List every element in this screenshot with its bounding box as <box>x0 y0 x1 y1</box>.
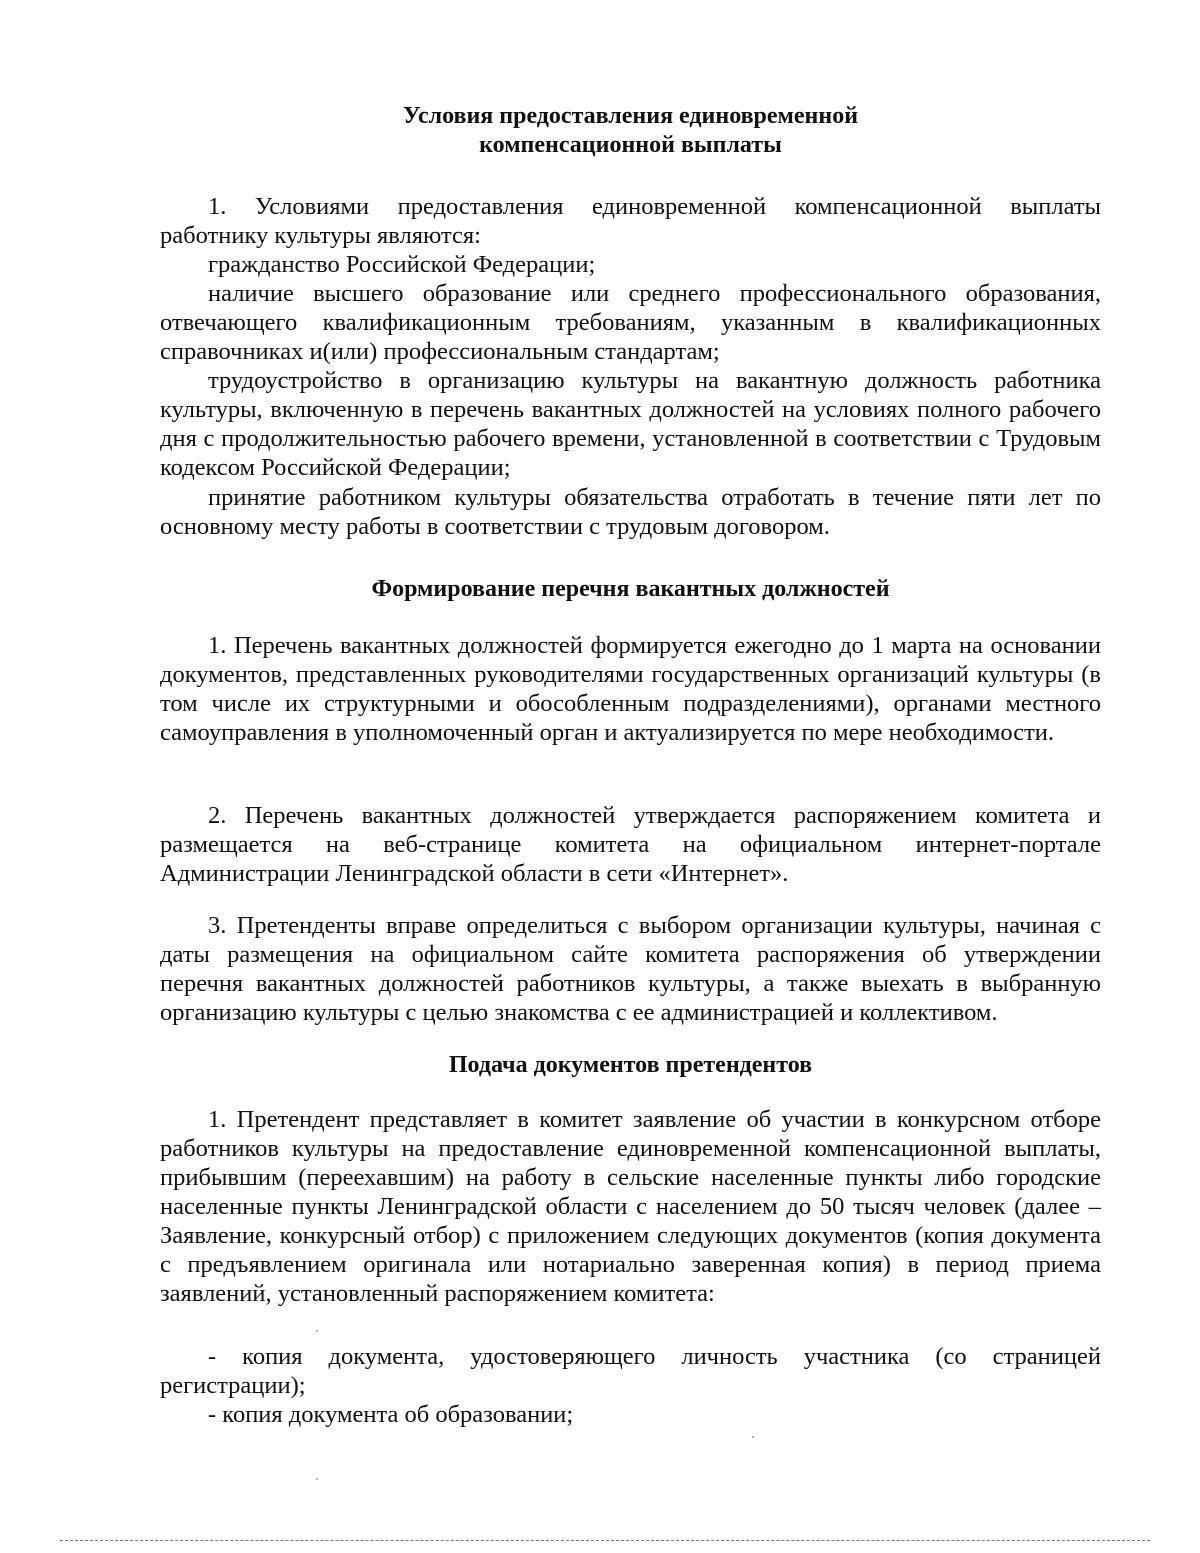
section2-paragraph-1: 1. Перечень вакантных должностей формируется ежегодно до 1 марта на основании документов, представленных руководителями государственных организаций культуры (в том числе их структурными и обособленным подразделениями), органами местного самоуправления в уполномоченный орган и актуализируется по мере необходимости. <box>160 632 1101 746</box>
section1-paragraph-4: трудоустройство в организацию культуры на вакантную должность работника культуры, включенную в перечень вакантных должностей на условиях полного рабочего дня с продолжительностью рабочего времени, установленной в соответствии с Трудовым кодексом Российской Федерации; <box>160 367 1101 481</box>
section1-paragraph-1: 1. Условиями предоставления единовременной компенсационной выплаты работнику культуры являются: <box>160 193 1101 249</box>
section1-paragraph-3: наличие высшего образование или среднего профессионального образования, отвечающего квалификационным требованиям, указанным в квалификационных справочниках и(или) профессиональным стандартам; <box>160 280 1101 365</box>
scan-speck <box>316 1330 318 1332</box>
section1-paragraph-2: гражданство Российской Федерации; <box>208 251 596 278</box>
section2-paragraph-2: 2. Перечень вакантных должностей утверждается распоряжением комитета и размещается на веб-странице комитета на официальном интернет-портале Администрации Ленинградской области в сети «Интернет». <box>160 802 1101 887</box>
section1-heading-line2: компенсационной выплаты <box>479 132 782 158</box>
section1-heading-line1: Условия предоставления единовременной <box>402 103 859 129</box>
section3-heading: Подача документов претендентов <box>448 1052 813 1078</box>
section3-paragraph-3: - копия документа об образовании; <box>208 1401 574 1428</box>
page-bottom-edge-line <box>60 1540 1150 1541</box>
scan-speck <box>752 1436 754 1438</box>
section2-paragraph-3: 3. Претенденты вправе определиться с выбором организации культуры, начиная с даты размещения на официальном сайте комитета распоряжения об утверждении перечня вакантных должностей работников культуры, а также выехать в выбранную организацию культуры с целью знакомства с ее администрацией и коллективом. <box>160 912 1101 1026</box>
section1-paragraph-5: принятие работником культуры обязательства отработать в течение пяти лет по основному месту работы в соответствии с трудовым договором. <box>160 484 1101 540</box>
section3-paragraph-1: 1. Претендент представляет в комитет заявление об участии в конкурсном отборе работников культуры на предоставление единовременной компенсационной выплаты, прибывшим (переехавшим) на работу в сельские населенные пункты либо городские населенные пункты Ленинградской области с населением до 50 тысяч человек (далее – Заявление, конкурсный отбор) с приложением следующих документов (копия документа с предъявлением оригинала или нотариально заверенная копия) в период приема заявлений, установленный распоряжением комитета: <box>160 1106 1101 1307</box>
section2-heading: Формирование перечня вакантных должностей <box>371 576 890 602</box>
scan-speck <box>316 1478 318 1480</box>
section3-paragraph-2: - копия документа, удостоверяющего личность участника (со страницей регистрации); <box>160 1343 1101 1399</box>
